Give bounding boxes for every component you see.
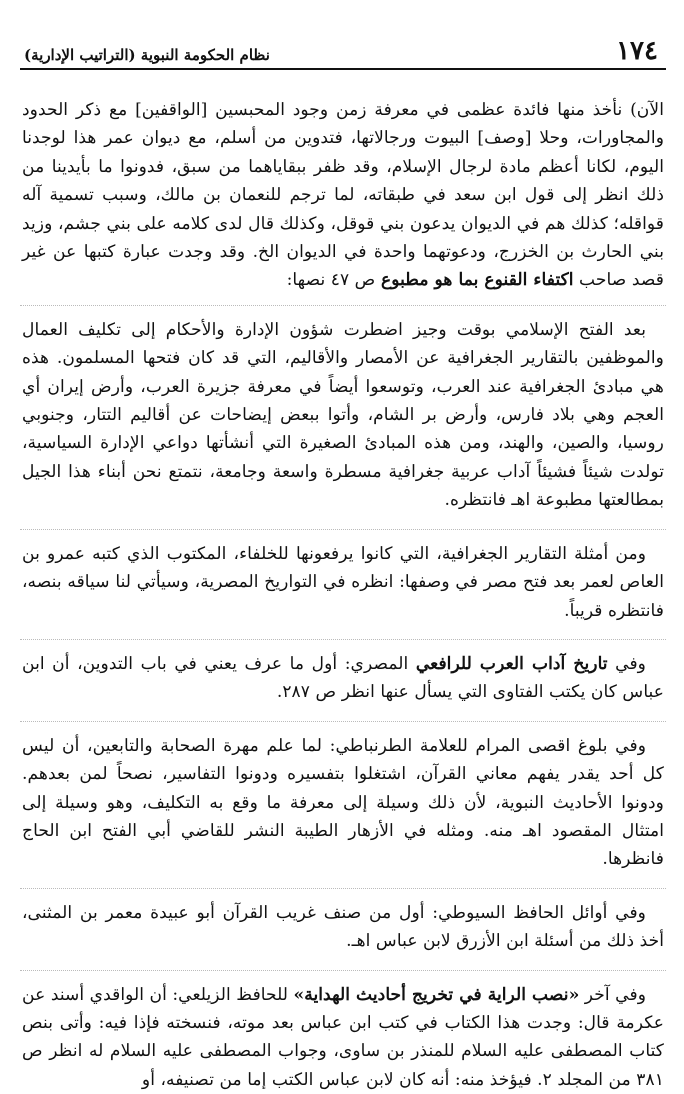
block-suyuti [20,888,666,956]
paragraph-3 [20,540,666,625]
block-rafii [20,639,666,707]
block-reports [20,529,666,625]
paragraph-6 [20,899,666,956]
page-header [20,22,666,70]
paragraph-2 [20,316,666,515]
document-page [20,22,666,1090]
block-zaylai [20,970,666,1094]
paragraph-1-tail: ص ٤٧ نصها: [286,270,381,291]
paragraph-7-text: للحافظ الزيلعي: أن الواقدي أسند عن عكرمة قال: وجدت هذا الكتاب في كتب ابن عباس بعد موته، فنسخته فإذا فيه: وأتى بنص كتاب المصطفى عليه السلام للمنذر بن ساوى، وجواب المصطفى عليه السلام له انظر ص ٣٨١ من المجلد ٢. فيؤخذ منه: أنه كان لابن عباس الكتب إما من تصنيفه، أو [22,984,664,1090]
book-title-iktifa: اكتفاء القنوع بما هو مطبوع [380,270,574,291]
block-tarnabati [20,721,666,874]
paragraph-5-text: وفي بلوغ اقصى المرام للعلامة الطرنباطي: لما علم مهرة الصحابة والتابعين، أن ليس كل أحد يقدر يفهم معاني القرآن، اشتغلوا بتفسيره ودونوا التفاسير، نصحاً لمن بعدهم. ودونوا الأحاديث النبوية، لأن ذلك وسيلة إلى معرفة ما وقع به التكليف، وهو وسيلة إلى امتثال المقصود اهـ منه. ومثله في الأزهار الطيبة النشر للقاضي أبي الفتح ابن الحاج فانظرها. [22,735,664,870]
paragraph-4-text: المصري: أول ما عرف يعني في باب التدوين، أن ابن عباس كان يكتب الفتاوى التي يسأل عنها انظر ص ٢٨٧. [22,653,664,703]
paragraph-7-lead: وفي آخر [579,984,646,1005]
paragraph-4-lead: وفي [607,653,646,674]
quote-block-geography [20,305,666,515]
book-title-nasb-al-raya: «نصب الراية في تخريج أحاديث الهداية» [293,984,580,1005]
paragraph-6-text: وفي أوائل الحافظ السيوطي: أول من صنف غريب القرآن أبو عبيدة معمر بن المثنى، أخذ ذلك من أسئلة ابن الأزرق لابن عباس اهـ. [22,902,664,952]
page-number: ١٧٤ [616,36,658,66]
paragraph-7 [20,981,666,1094]
paragraph-5 [20,732,666,874]
paragraph-1 [20,96,666,295]
page-body [20,96,666,1094]
paragraph-3-text: ومن أمثلة التقارير الجغرافية، التي كانوا يرفعونها للخلفاء، المكتوب الذي كتبه عمرو بن العاص لعمر بعد فتح مصر في وصفها: انظره في التواريخ المصرية، وسيأتي لنا سياقه بنصه، فانتظره قريباً. [22,543,664,621]
paragraph-2-text: بعد الفتح الإسلامي بوقت وجيز اضطرت شؤون الإدارة والأحكام إلى تكليف العمال والموظفين بالتقارير الجغرافية عن الأمصار والأقاليم، التي قد كان فتحها المسلمون. هذه هي مبادئ الجغرافية عند العرب، وتوسعوا أيضاً في معرفة جزيرة العرب، وأرض إيران أي العجم وهي بلاد فارس، وأرض بر الشام، وأتوا ببعض إيضاحات عن أقاليم التتار، وجنوبي روسيا، والصين، والهند، ومن هذه المبادئ الصغيرة التي أنشأتها دواعي الإدارة السياسية، تولدت شيئاً فشيئاً آداب عربية جغرافية مسطرة واسعة وجامعة، نتمتع نحن أبناء هذا الجيل بمطالعتها مطبوعة اهـ فانتظره. [22,319,664,511]
paragraph-1-text: الآن) نأخذ منها فائدة عظمى في معرفة زمن وجود المحبسين [الواقفين] مع ذكر الحدود والمجاورات، وحلا [وصف] البيوت ورجالاتها، فتدوين من أسلم، مع ديوان عمر هذا لوجدنا اليوم، لكانا أعظم مادة لرجال الإسلام، وقد ظفر ببقاياهما من سبق، فدونوا ما بأيدينا من ذلك انظر إلى قول ابن سعد في طبقاته، لما ترجم للنعمان بن مالك، وسبب تسمية آله قواقله؛ كذلك هم في الديوان يدعون بني قوقل، وكذلك قال لدى كلامه على بني جشم، وزيد بني الحارث بن الخزرج، ودعوتهما واحدة في الديوان الخ. وقد وجدت عبارة كتبها عن غير قصد صاحب [22,100,664,291]
paragraph-4 [20,650,666,707]
book-title-rafii: تاريخ آداب العرب للرافعي [415,653,608,674]
running-title: نظام الحكومة النبوية (التراتيب الإدارية) [24,46,270,64]
